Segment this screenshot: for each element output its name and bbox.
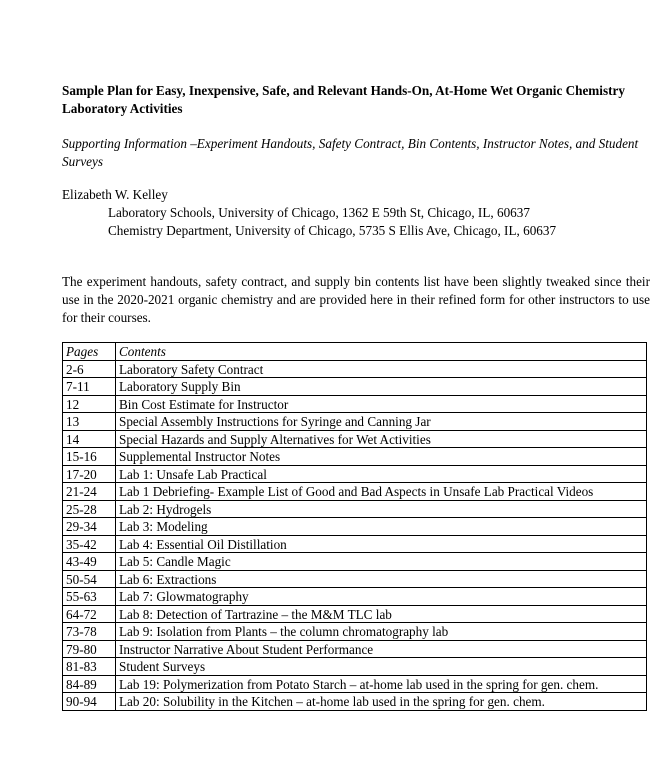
table-row	[63, 570, 647, 588]
document-subtitle: Supporting Information –Experiment Handouts, Safety Contract, Bin Contents, Instructor Notes, and Student Surveys	[62, 136, 639, 169]
author-name: Elizabeth W. Kelley	[62, 187, 168, 202]
header-pages: Pages	[63, 343, 116, 361]
table-row	[63, 693, 647, 711]
table-row	[63, 535, 647, 553]
table-row	[63, 430, 647, 448]
row-pages: 84-89	[63, 675, 116, 693]
row-contents: Supplemental Instructor Notes	[116, 448, 647, 466]
table-row	[63, 658, 647, 676]
table-body	[63, 360, 647, 710]
row-contents: Lab 9: Isolation from Plants – the column chromatography lab	[116, 623, 647, 641]
row-contents: Lab 6: Extractions	[116, 570, 647, 588]
row-contents: Laboratory Supply Bin	[116, 378, 647, 396]
table-row	[63, 448, 647, 466]
row-contents: Lab 20: Solubility in the Kitchen – at-home lab used in the spring for gen. chem.	[116, 693, 647, 711]
header-contents: Contents	[116, 343, 647, 361]
table-row	[63, 605, 647, 623]
row-pages: 29-34	[63, 518, 116, 536]
table-row	[63, 413, 647, 431]
table-row	[63, 553, 647, 571]
table-row	[63, 500, 647, 518]
table-row	[63, 360, 647, 378]
row-contents: Lab 2: Hydrogels	[116, 500, 647, 518]
row-pages: 43-49	[63, 553, 116, 571]
row-pages: 73-78	[63, 623, 116, 641]
row-pages: 64-72	[63, 605, 116, 623]
table-row	[63, 588, 647, 606]
row-pages: 14	[63, 430, 116, 448]
affiliation-1: Laboratory Schools, University of Chicago, 1362 E 59th St, Chicago, IL, 60637	[108, 205, 530, 220]
row-pages: 81-83	[63, 658, 116, 676]
row-pages: 35-42	[63, 535, 116, 553]
row-pages: 90-94	[63, 693, 116, 711]
table-row	[63, 675, 647, 693]
row-pages: 17-20	[63, 465, 116, 483]
row-pages: 7-11	[63, 378, 116, 396]
row-pages: 21-24	[63, 483, 116, 501]
table-row	[63, 518, 647, 536]
row-contents: Student Surveys	[116, 658, 647, 676]
row-contents: Lab 8: Detection of Tartrazine – the M&M TLC lab	[116, 605, 647, 623]
row-contents: Lab 5: Candle Magic	[116, 553, 647, 571]
table-row	[63, 465, 647, 483]
row-pages: 55-63	[63, 588, 116, 606]
row-contents: Lab 1: Unsafe Lab Practical	[116, 465, 647, 483]
intro-paragraph: The experiment handouts, safety contract, and supply bin contents list have been slightly tweaked since their use in the 2020-2021 organic chemistry and are provided here in their refined form for other instructors to use for their courses.	[62, 274, 650, 325]
row-contents: Special Hazards and Supply Alternatives for Wet Activities	[116, 430, 647, 448]
row-pages: 13	[63, 413, 116, 431]
row-contents: Lab 4: Essential Oil Distillation	[116, 535, 647, 553]
document-title: Sample Plan for Easy, Inexpensive, Safe, and Relevant Hands-On, At-Home Wet Organic Chemistry Laboratory Activities	[62, 83, 625, 116]
row-contents: Lab 1 Debriefing- Example List of Good and Bad Aspects in Unsafe Lab Practical Videos	[116, 483, 647, 501]
row-contents: Lab 19: Polymerization from Potato Starch – at-home lab used in the spring for gen. chem.	[116, 675, 647, 693]
table-row	[63, 483, 647, 501]
row-pages: 50-54	[63, 570, 116, 588]
row-pages: 25-28	[63, 500, 116, 518]
row-contents: Bin Cost Estimate for Instructor	[116, 395, 647, 413]
table-row	[63, 640, 647, 658]
row-pages: 2-6	[63, 360, 116, 378]
table-header-row	[63, 343, 647, 361]
row-pages: 15-16	[63, 448, 116, 466]
table-row	[63, 395, 647, 413]
row-contents: Lab 7: Glowmatography	[116, 588, 647, 606]
row-contents: Lab 3: Modeling	[116, 518, 647, 536]
affiliation-2: Chemistry Department, University of Chicago, 5735 S Ellis Ave, Chicago, IL, 60637	[108, 223, 557, 238]
contents-table	[62, 342, 647, 711]
row-contents: Instructor Narrative About Student Performance	[116, 640, 647, 658]
row-pages: 79-80	[63, 640, 116, 658]
table-row	[63, 378, 647, 396]
row-contents: Special Assembly Instructions for Syringe and Canning Jar	[116, 413, 647, 431]
table-row	[63, 623, 647, 641]
row-contents: Laboratory Safety Contract	[116, 360, 647, 378]
row-pages: 12	[63, 395, 116, 413]
